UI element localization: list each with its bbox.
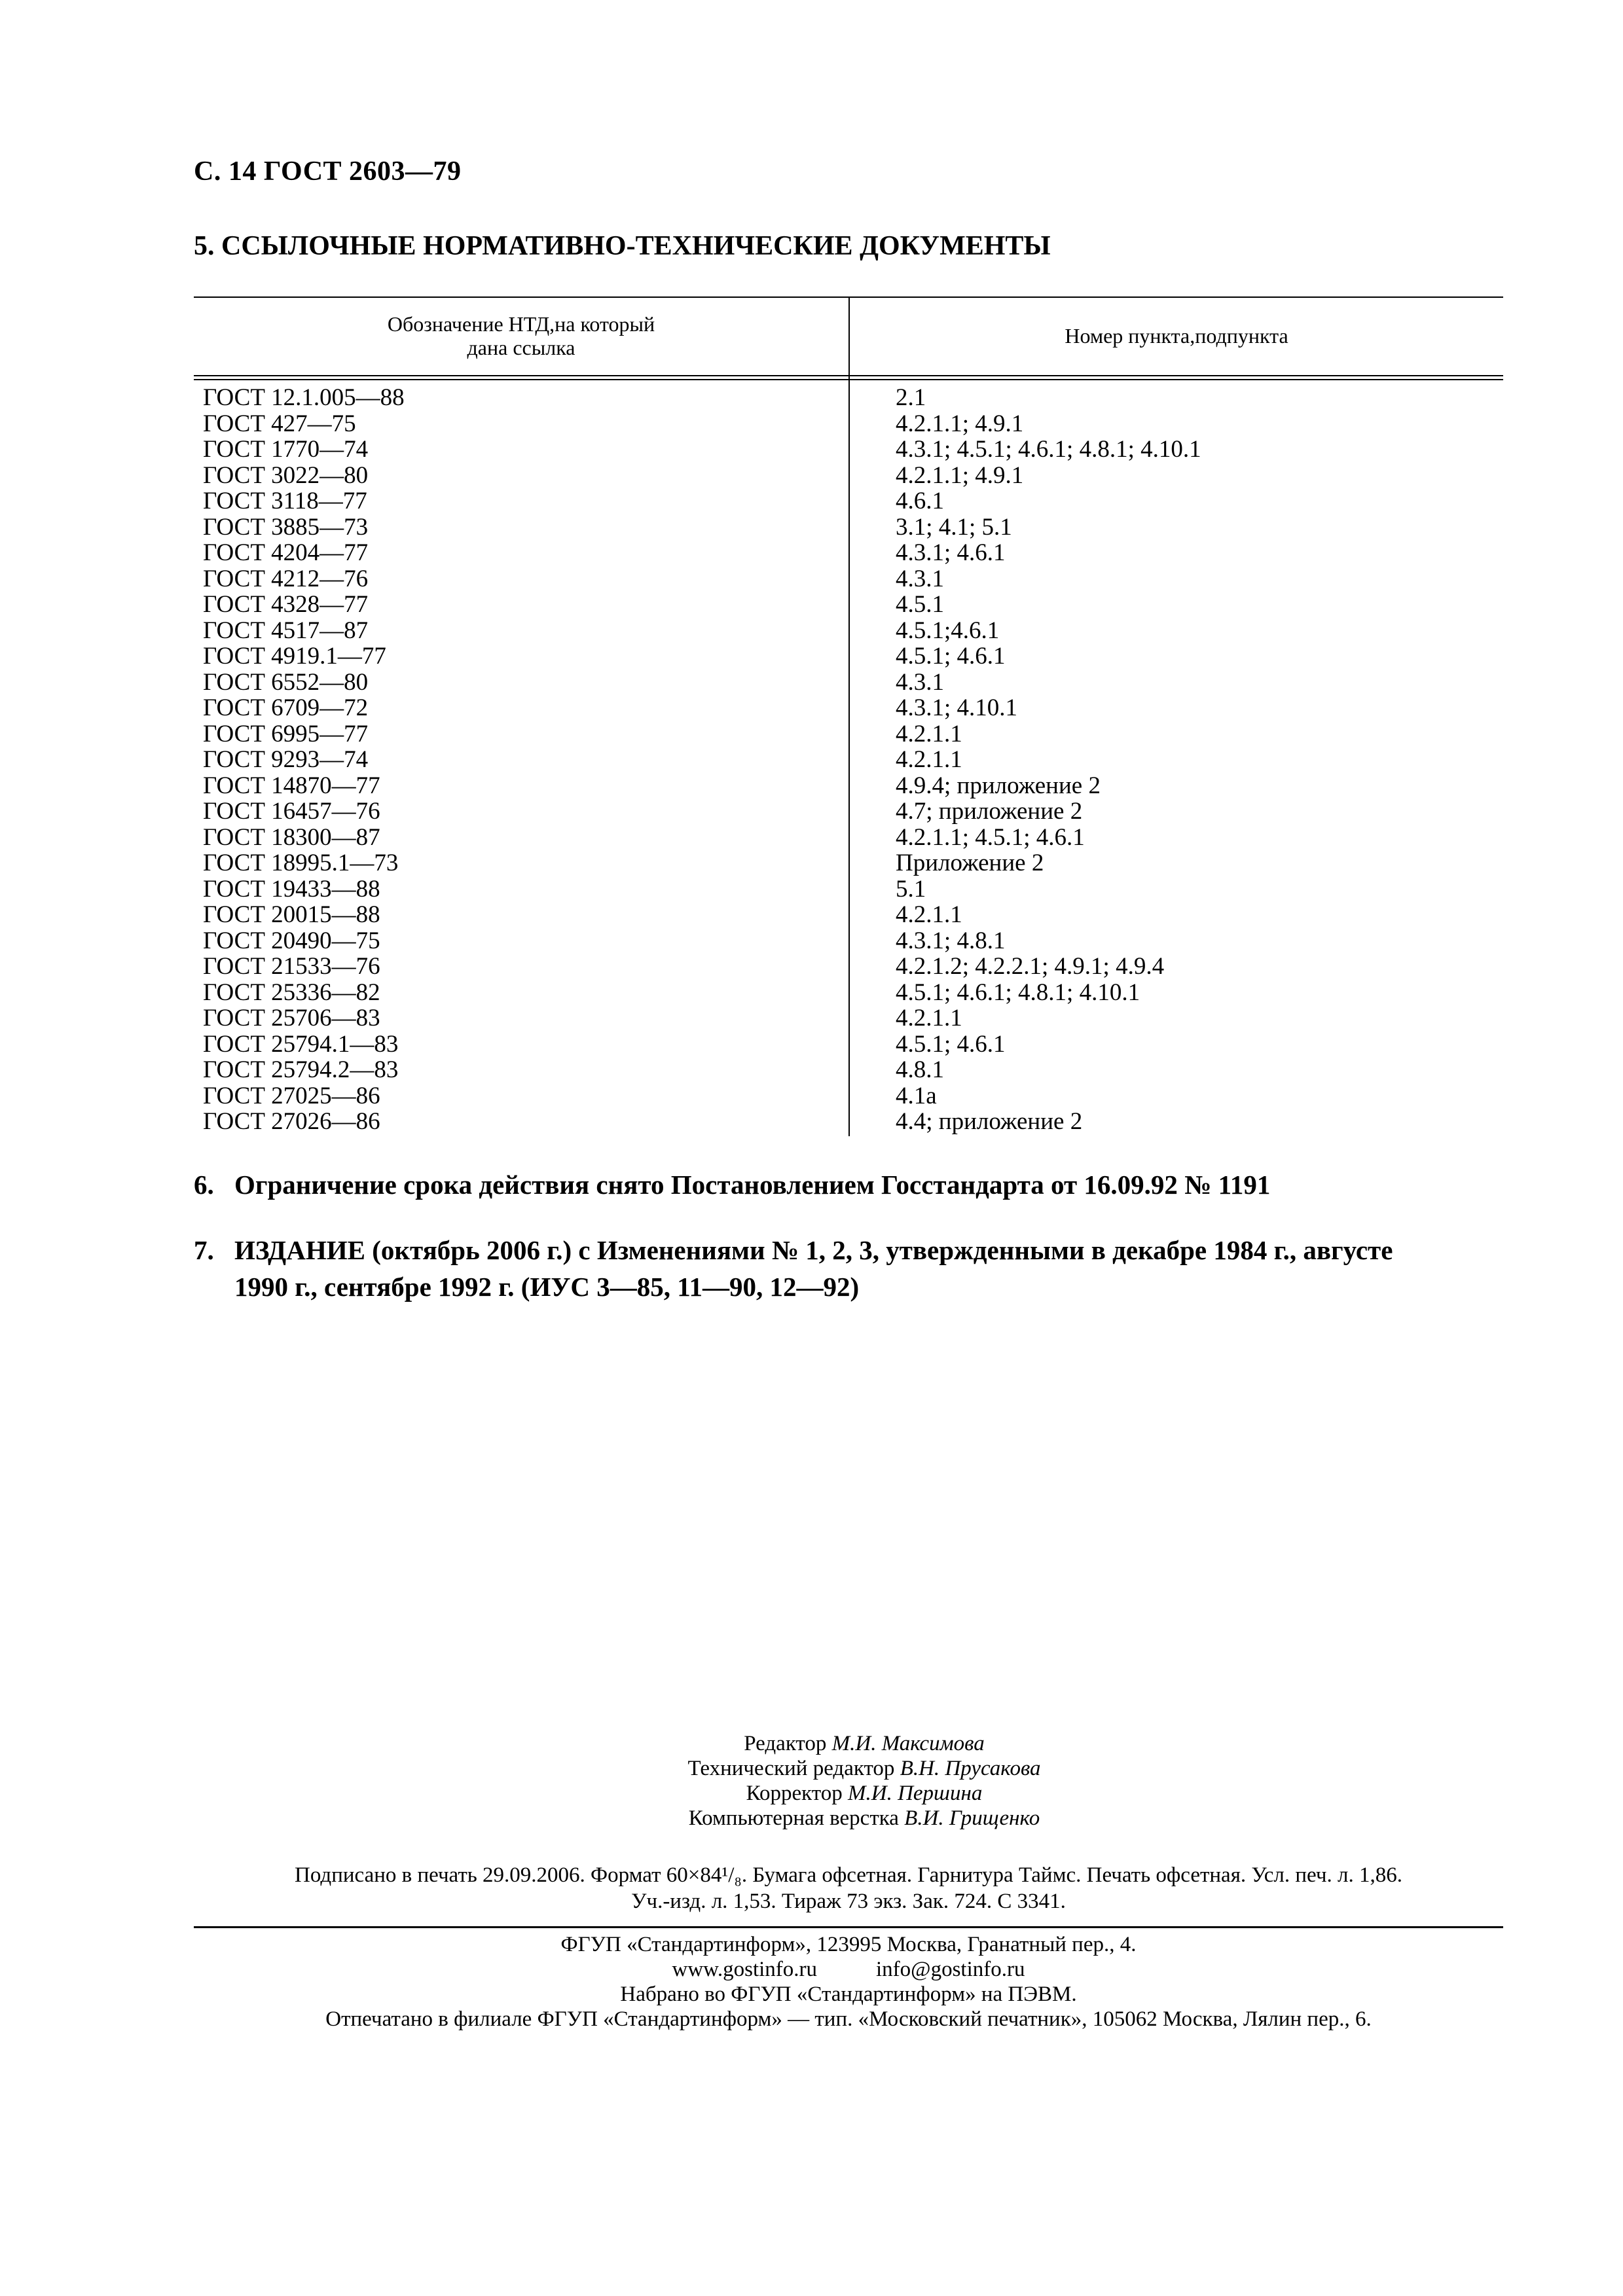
- column-header-document-line1: Обозначение НТД,на который: [387, 312, 655, 336]
- column-header-document-line2: дана ссылка: [467, 336, 575, 359]
- table-cell-document: ГОСТ 6709—72: [203, 694, 369, 721]
- table-cell-document: ГОСТ 427—75: [203, 410, 356, 437]
- table-column-divider: [848, 296, 850, 1136]
- imprint-divider: [194, 1926, 1503, 1928]
- print-details-line1: Подписано в печать 29.09.2006. Формат 60×84¹/₈. Бумага офсетная. Гарнитура Таймс. Печать офсетная. Усл. печ. л. 1,86.: [295, 1863, 1402, 1887]
- table-cell-document: ГОСТ 21533—76: [203, 953, 380, 980]
- imprint-tech-editor: [570, 1756, 1159, 1781]
- editor-label: Редактор: [744, 1732, 827, 1755]
- table-cell-clause: 4.3.1; 4.5.1; 4.6.1; 4.8.1; 4.10.1: [896, 436, 1201, 463]
- table-cell-document: ГОСТ 6552—80: [203, 668, 369, 696]
- table-cell-clause: 4.5.1: [896, 591, 944, 618]
- table-cell-document: ГОСТ 18995.1—73: [203, 850, 399, 876]
- note-6: [194, 1166, 1503, 1203]
- table-cell-clause: 4.5.1;4.6.1: [896, 617, 1000, 644]
- table-cell-document: ГОСТ 20015—88: [203, 901, 380, 928]
- table-cell-document: ГОСТ 27025—86: [203, 1082, 380, 1109]
- table-cell-clause: 4.2.1.1: [896, 901, 962, 928]
- note-6-text: Ограничение срока действия снято Постановлением Госстандарта от 16.09.92 № 1191: [234, 1170, 1271, 1200]
- note-7-line1: ИЗДАНИЕ (октябрь 2006 г.) с Изменениями № 1, 2, 3, утвержденными в декабре 1984 г., августе: [234, 1235, 1393, 1265]
- tech-editor-label: Технический редактор: [687, 1757, 895, 1780]
- table-cell-clause: 4.4; приложение 2: [896, 1108, 1083, 1135]
- note-7-line2: 1990 г., сентябре 1992 г. (ИУС 3—85, 11—90, 12—92): [234, 1272, 860, 1302]
- print-details-line2: Уч.-изд. л. 1,53. Тираж 73 экз. Зак. 724. С 3341.: [631, 1890, 1066, 1913]
- layout-name: В.И. Грищенко: [904, 1806, 1040, 1830]
- table-cell-document: ГОСТ 20490—75: [203, 927, 380, 954]
- table-cell-document: ГОСТ 4204—77: [203, 539, 369, 566]
- imprint-editor: [570, 1731, 1159, 1756]
- table-cell-document: ГОСТ 25794.1—83: [203, 1030, 399, 1058]
- table-cell-clause: 4.3.1; 4.8.1: [896, 927, 1006, 954]
- table-cell-clause: 4.2.1.1; 4.9.1: [896, 461, 1024, 489]
- publisher-address: ФГУП «Стандартинформ», 123995 Москва, Гранатный пер., 4.: [560, 1933, 1137, 1956]
- table-cell-clause: 4.5.1; 4.6.1; 4.8.1; 4.10.1: [896, 978, 1140, 1006]
- column-clauses: [896, 385, 1201, 1135]
- table-cell-document: ГОСТ 4517—87: [203, 617, 369, 644]
- table-cell-clause: 2.1: [896, 384, 926, 411]
- table-cell-document: ГОСТ 25336—82: [203, 978, 380, 1006]
- table-cell-document: ГОСТ 4328—77: [203, 591, 369, 618]
- table-cell-clause: 4.8.1: [896, 1056, 944, 1083]
- table-cell-clause: 4.3.1: [896, 565, 944, 592]
- table-cell-clause: 4.2.1.1; 4.5.1; 4.6.1: [896, 823, 1085, 851]
- tech-editor-name: В.Н. Прусакова: [900, 1757, 1041, 1780]
- table-cell-clause: 4.7; приложение 2: [896, 798, 1083, 825]
- publisher-contacts: [194, 1957, 1503, 1982]
- imprint-print-details: [194, 1862, 1503, 1914]
- table-cell-clause: Приложение 2: [896, 850, 1044, 876]
- table-cell-document: ГОСТ 3022—80: [203, 461, 369, 489]
- table-cell-clause: 3.1; 4.1; 5.1: [896, 513, 1012, 541]
- table-cell-document: ГОСТ 25706—83: [203, 1005, 380, 1031]
- table-cell-document: ГОСТ 18300—87: [203, 823, 380, 851]
- layout-label: Компьютерная верстка: [688, 1806, 899, 1830]
- editor-name: М.И. Максимова: [831, 1732, 985, 1755]
- table-cell-document: ГОСТ 27026—86: [203, 1108, 380, 1135]
- page-header: С. 14 ГОСТ 2603—79: [194, 156, 462, 187]
- corrector-name: М.И. Першина: [848, 1782, 983, 1805]
- table-cell-clause: 5.1: [896, 875, 926, 903]
- table-cell-document: ГОСТ 12.1.005—88: [203, 384, 405, 411]
- table-cell-clause: 4.2.1.1: [896, 1005, 962, 1031]
- typeset-note: Набрано во ФГУП «Стандартинформ» на ПЭВМ.: [620, 1982, 1077, 2006]
- table-cell-document: ГОСТ 3118—77: [203, 488, 367, 514]
- table-cell-clause: 4.5.1; 4.6.1: [896, 1030, 1006, 1058]
- table-cell-document: ГОСТ 4919.1—77: [203, 643, 386, 670]
- publisher-website: www.gostinfo.ru: [672, 1958, 818, 1981]
- table-cell-clause: 4.2.1.2; 4.2.2.1; 4.9.1; 4.9.4: [896, 953, 1165, 980]
- imprint-corrector: [570, 1781, 1159, 1806]
- table-cell-clause: 4.3.1: [896, 668, 944, 696]
- publisher-email: info@gostinfo.ru: [876, 1958, 1025, 1981]
- table-cell-document: ГОСТ 3885—73: [203, 513, 369, 541]
- imprint-publisher: [194, 1932, 1503, 2032]
- table-header-rule-2: [194, 379, 1503, 380]
- table-cell-document: ГОСТ 25794.2—83: [203, 1056, 399, 1083]
- table-cell-clause: 4.5.1; 4.6.1: [896, 643, 1006, 670]
- table-cell-document: ГОСТ 6995—77: [203, 720, 369, 747]
- imprint-layout: [570, 1806, 1159, 1831]
- table-cell-clause: 4.2.1.1; 4.9.1: [896, 410, 1024, 437]
- table-cell-document: ГОСТ 1770—74: [203, 436, 369, 463]
- table-cell-document: ГОСТ 14870—77: [203, 772, 380, 799]
- reference-table: [194, 296, 1503, 1136]
- table-cell-document: ГОСТ 9293—74: [203, 746, 369, 773]
- table-cell-clause: 4.1а: [896, 1082, 937, 1109]
- column-header-document: [194, 312, 848, 359]
- table-cell-document: ГОСТ 19433—88: [203, 875, 380, 903]
- printed-note: Отпечатано в филиале ФГУП «Стандартинформ» — тип. «Московский печатник», 105062 Москва, Лялин пер., 6.: [325, 2007, 1372, 2031]
- note-7: [194, 1232, 1503, 1305]
- column-documents: [203, 385, 405, 1135]
- corrector-label: Корректор: [746, 1782, 843, 1805]
- table-cell-clause: 4.2.1.1: [896, 720, 962, 747]
- table-cell-document: ГОСТ 16457—76: [203, 798, 380, 825]
- table-cell-clause: 4.3.1; 4.10.1: [896, 694, 1018, 721]
- table-cell-clause: 4.2.1.1: [896, 746, 962, 773]
- table-header-rule-1: [194, 375, 1503, 376]
- table-cell-clause: 4.3.1; 4.6.1: [896, 539, 1006, 566]
- note-7-number: 7.: [194, 1235, 214, 1265]
- table-cell-clause: 4.6.1: [896, 488, 944, 514]
- table-cell-clause: 4.9.4; приложение 2: [896, 772, 1101, 799]
- note-6-number: 6.: [194, 1170, 214, 1200]
- column-header-clause: Номер пункта,подпункта: [1065, 324, 1288, 348]
- imprint-staff: [570, 1731, 1159, 1831]
- section-title: 5. ССЫЛОЧНЫЕ НОРМАТИВНО-ТЕХНИЧЕСКИЕ ДОКУМЕНТЫ: [194, 231, 1051, 261]
- table-cell-document: ГОСТ 4212—76: [203, 565, 369, 592]
